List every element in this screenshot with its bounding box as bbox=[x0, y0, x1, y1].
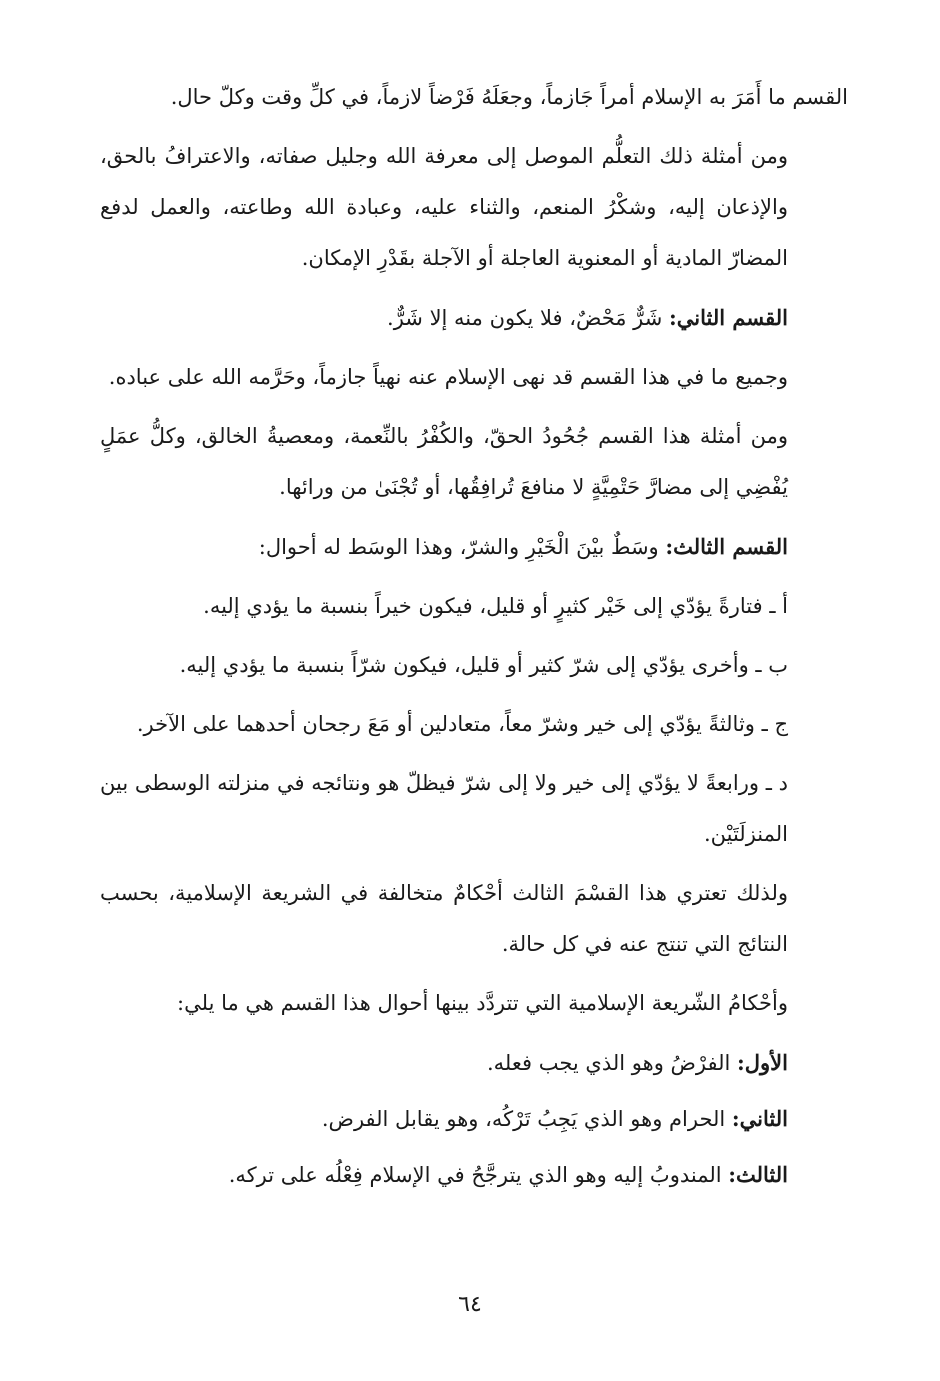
page-number: ٦٤ bbox=[458, 1292, 482, 1317]
definition-3-text: المندوبُ إليه وهو الذي يترجَّحُ في الإسلام فِعْلُه على تركه. bbox=[228, 1163, 729, 1187]
definition-2-label: الثاني: bbox=[731, 1106, 788, 1131]
definition-3-label: الثالث: bbox=[728, 1162, 788, 1187]
section-2 bbox=[100, 292, 848, 344]
section-2-heading: القسم الثاني: bbox=[669, 305, 788, 330]
paragraph-5: ولذلك تعتري هذا القسْمَ الثالث أحْكامٌ متخالفة في الشريعة الإسلامية، بحسب النتائج التي تنتج عنه في كل حالة. bbox=[100, 881, 788, 956]
paragraph-6: وأحْكامُ الشّريعة الإسلامية التي تتردَّد بينها أحوال هذا القسم هي ما يلي: bbox=[177, 991, 788, 1015]
paragraph-1: القسم ما أَمَرَ به الإسلام أمراً جَازماً، وجعَلَهُ فَرْضاً لازماً، في كلِّ وقت وكلّ حال. bbox=[170, 85, 848, 109]
definition-2-text: الحرام وهو الذي يَجِبُ تَرْكُه، وهو يقابل الفرض. bbox=[321, 1107, 732, 1131]
section-3 bbox=[100, 521, 848, 573]
section-3-heading: القسم الثالث: bbox=[665, 534, 788, 559]
paragraph-2: ومن أمثلة ذلك التعلُّم الموصل إلى معرفة الله وجليل صفاته، والاعترافُ بالحق، والإذعان إليه، وشكْرُ المنعم، والثناء عليه، وعبادة الله وطاعته، والعمل لدفع المضارّ المادية أو المعنوية العاجلة أو الآجلة بقَدْرِ الإمكان. bbox=[100, 144, 788, 270]
definition-1-text: الفرْضُ وهو الذي يجب فعله. bbox=[486, 1051, 738, 1075]
definition-3 bbox=[100, 1149, 848, 1201]
definition-1 bbox=[100, 1037, 848, 1089]
paragraph-4: ومن أمثلة هذا القسم جُحُودُ الحقّ، والكُفْرُ بالنِّعمة، ومعصيةُ الخالق، وكلُّ عمَلٍ يُفْضِي إلى مضارَّ حَتْمِيَّةٍ لا منافعَ تُرافِقُها، أو تُجْنَىٰ من ورائها. bbox=[100, 424, 788, 499]
list-item-b: ب ـ وأخرى يؤدّي إلى شرّ كثير أو قليل، فيكون شرّاً بنسبة ما يؤدي إليه. bbox=[179, 653, 788, 677]
list-item-a: أ ـ فتارةً يؤدّي إلى خَيْر كثيرٍ أو قليل، فيكون خيراً بنسبة ما يؤدي إليه. bbox=[203, 594, 788, 618]
definition-2 bbox=[100, 1093, 848, 1145]
section-3-text: وسَطٌ بيْنَ الْخَيْرِ والشرّ، وهذا الوسَط له أحوال: bbox=[258, 535, 666, 559]
section-2-text: شَرٌّ مَحْضٌ، فلا يكون منه إلا شَرٌّ. bbox=[387, 306, 670, 330]
paragraph-3: وجميع ما في هذا القسم قد نهى الإسلام عنه نهياً جازماً، وحَرَّمه الله على عباده. bbox=[108, 365, 788, 389]
page-body bbox=[100, 72, 848, 1205]
list-item-d: د ـ ورابعةً لا يؤدّي إلى خير ولا إلى شرّ فيظلّ هو ونتائجه في منزلته الوسطى بين المنزلَتَيْن. bbox=[100, 771, 788, 846]
list-item-c: ج ـ وثالثةً يؤدّي إلى خير وشرّ معاً، متعادلين أو مَعَ رجحان أحدهما على الآخر. bbox=[136, 712, 788, 736]
definition-1-label: الأول: bbox=[737, 1050, 788, 1075]
